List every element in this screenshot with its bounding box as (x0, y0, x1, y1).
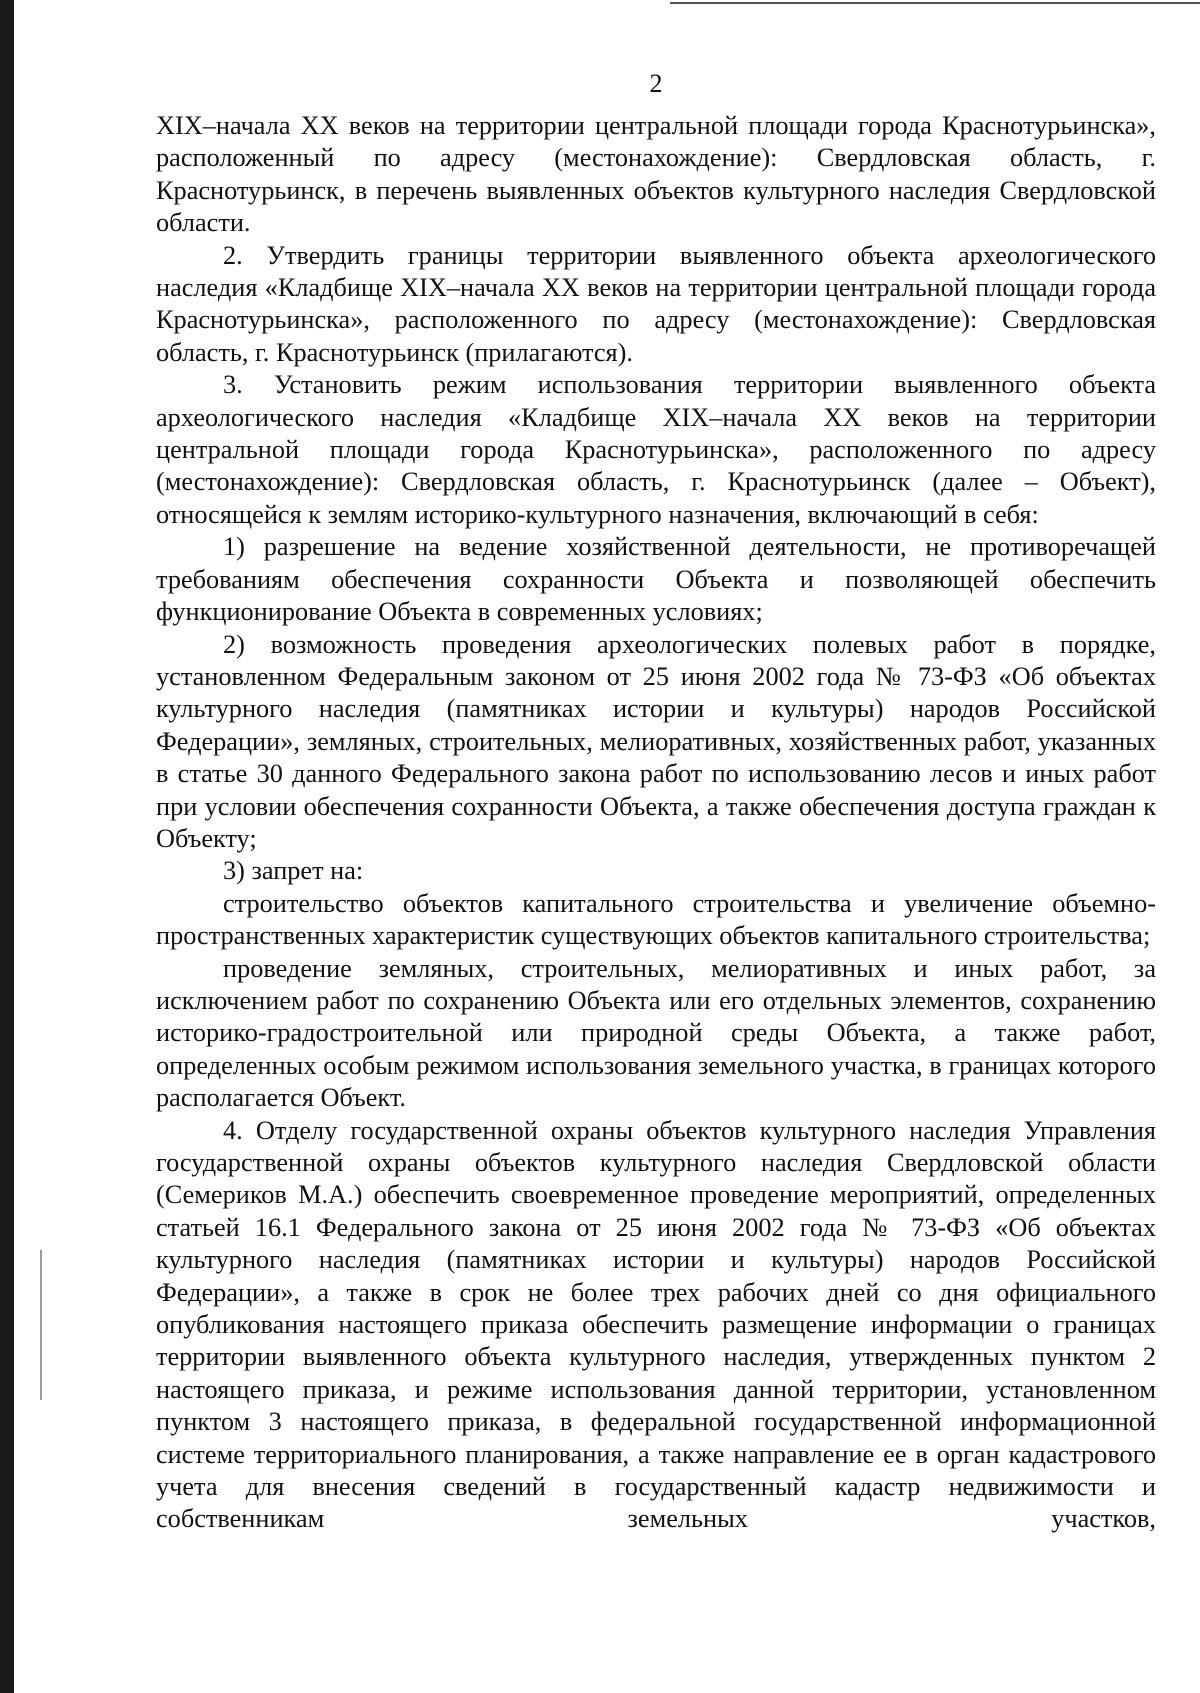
scan-edge-left (0, 0, 14, 1693)
document-body (156, 110, 1156, 1536)
paragraph-1-continuation: XIX–начала XX веков на территории центральной площади города Краснотурьинска», расположенный по адресу (местонахождение): Свердловская область, г. Краснотурьинск, в перечень выявленных объектов культурного наследия Свердловской области. (156, 111, 1156, 238)
paragraph-item-2: 2. Утвердить границы территории выявленного объекта археологического наследия «Кладбище XIX–начала XX веков на территории центральной площади города Краснотурьинска», расположенного по адресу (местонахождение): Свердловская область, г. Краснотурьинск (прилагаются). (156, 240, 1156, 367)
scan-line-top (670, 2, 1200, 4)
prohibition-works: проведение земляных, строительных, мелиоративных и иных работ, за исключением работ по сохранению Объекта или его отдельных элементов, сохранению историко-градостроительной или природной среды Объекта, а также работ, определенных особым режимом использования земельного участка, в границах которого располагается Объект. (156, 953, 1156, 1113)
subitem-3-prohibition: 3) запрет на: (223, 856, 364, 886)
paragraph-item-4: 4. Отделу государственной охраны объектов культурного наследия Управления государственной охраны объектов культурного наследия Свердловской области (Семериков М.А.) обеспечить своевременное проведение мероприятий, определенных статьей 16.1 Федерального закона от 25 июня 2002 года № 73-ФЗ «Об объектах культурного наследия (памятниках истории и культуры) народов Российской Федерации», а также в срок не более трех рабочих дней со дня официального опубликования настоящего приказа обеспечить размещение информации о границах территории выявленного объекта культурного наследия, утвержденных пунктом 2 настоящего приказа, и режиме использования данной территории, установленном пунктом 3 настоящего приказа, в федеральной государственной информационной системе территориального планирования, а также направление ее в орган кадастрового учета для внесения сведений в государственный кадастр недвижимости и собственникам земельных участков, (156, 1115, 1156, 1534)
subitem-2-possibility: 2) возможность проведения археологических полевых работ в порядке, установленном Федеральным законом от 25 июня 2002 года № 73-ФЗ «Об объектах культурного наследия (памятниках истории и культуры) народов Российской Федерации», земляных, строительных, мелиоративных, хозяйственных работ, указанных в статье 30 данного Федерального закона работ по использованию лесов и иных работ при условии обеспечения сохранности Объекта, а также обеспечения доступа граждан к Объекту; (156, 629, 1156, 853)
scan-line-left (40, 1250, 42, 1400)
paragraph-item-3: 3. Установить режим использования территории выявленного объекта археологического наследия «Кладбище XIX–начала XX веков на территории центральной площади города Краснотурьинска», расположенного по адресу (местонахождение): Свердловская область, г. Краснотурьинск (далее – Объект), относящейся к землям историко-культурного назначения, включающий в себя: (156, 370, 1156, 529)
subitem-1-permission: 1) разрешение на ведение хозяйственной деятельности, не противоречащей требованиям обеспечения сохранности Объекта и позволяющей обеспечить функционирование Объекта в современных условиях; (156, 532, 1156, 627)
prohibition-construction: строительство объектов капитального строительства и увеличение объемно-пространственных характеристик существующих объектов капитального строительства; (156, 888, 1156, 951)
page-number: 2 (649, 69, 663, 98)
